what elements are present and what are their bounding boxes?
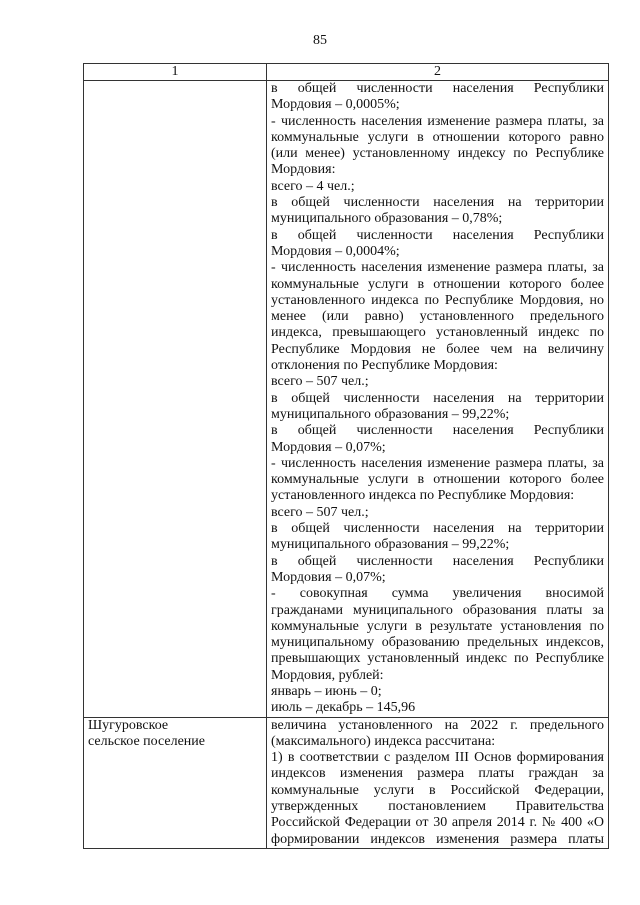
text-line: муниципального образования – 99,22%; — [271, 406, 510, 422]
text-line: Российской Федерации от 30 апреля 2014 г. № 400 «О — [271, 815, 604, 831]
column-header-1: 1 — [84, 64, 267, 81]
text-line: Республике Мордовия не более чем на величину — [271, 341, 604, 357]
table-row — [84, 717, 609, 848]
text-line: Мордовия, рублей: — [271, 667, 384, 683]
text-line: формировании индексов изменения размера платы — [271, 831, 604, 847]
text-line: установленного индекса по Республике Мордовия, но — [271, 292, 604, 308]
text-line: индекса, превышающего установленный индекс по — [271, 325, 604, 341]
text-line: - численность населения изменение размера платы, за — [271, 260, 604, 276]
text-line: коммунальные услуги в отношении которого равно — [271, 129, 604, 145]
text-line: величина установленного на 2022 г. предельного — [271, 717, 604, 733]
column-header-2: 2 — [267, 64, 609, 81]
text-line: июль – декабрь – 145,96 — [271, 700, 416, 716]
text-line: гражданами муниципального образования платы за — [271, 602, 604, 618]
text-line: в общей численности населения Республики — [271, 423, 604, 439]
text-line: превышающих установленный индекс по Республике — [271, 651, 604, 667]
page-number: 85 — [313, 33, 327, 48]
text-line: в общей численности населения Республики — [271, 227, 604, 243]
text-line: коммунальные услуги в отношении которого более — [271, 276, 604, 292]
table-row — [84, 81, 609, 718]
text-line: (или менее) установленному индексу по Республике — [271, 146, 604, 162]
text-line: январь – июнь – 0; — [271, 683, 382, 699]
text-line: всего – 4 чел.; — [271, 178, 355, 194]
text-line: индексов изменения размера платы граждан за — [271, 766, 604, 782]
settlement-name: Шугуровское — [88, 717, 169, 733]
text-line: Мордовия – 0,0005%; — [271, 97, 400, 113]
text-line: муниципального образования – 99,22%; — [271, 537, 510, 553]
text-line: в общей численности населения Республики — [271, 81, 604, 96]
text-line: в общей численности населения Республики — [271, 553, 604, 569]
row-label-cell — [84, 81, 267, 718]
text-line: всего – 507 чел.; — [271, 504, 369, 520]
text-line: коммунальные услуги в отношении которого более — [271, 472, 604, 488]
text-line: муниципальному образованию предельных индексов, — [271, 635, 604, 651]
text-line: (максимального) индекса рассчитана: — [271, 733, 496, 749]
settlement-type: сельское поселение — [88, 733, 205, 749]
document-table — [83, 63, 609, 849]
text-line: менее (или равно) установленного предельного — [271, 309, 604, 325]
text-line: установленного индекса по Республике Мордовия: — [271, 488, 575, 504]
text-line: Мордовия – 0,0004%; — [271, 243, 400, 259]
text-line: - совокупная сумма увеличения вносимой — [271, 586, 604, 602]
text-line: Мордовия – 0,07%; — [271, 569, 386, 585]
table-header-row — [84, 64, 609, 81]
text-line: в общей численности населения на территории — [271, 521, 604, 537]
text-line: в общей численности населения на территории — [271, 195, 604, 211]
text-line: всего – 507 чел.; — [271, 374, 369, 390]
row-text-cell — [267, 717, 609, 848]
text-line: отклонения по Республике Мордовия: — [271, 358, 498, 374]
text-line: - численность населения изменение размера платы, за — [271, 113, 604, 129]
text-line: - численность населения изменение размера платы, за — [271, 455, 604, 471]
row-text-cell — [267, 81, 609, 718]
text-line: 1) в соответствии с разделом III Основ формирования — [271, 750, 604, 766]
text-line: муниципального образования – 0,78%; — [271, 211, 503, 227]
text-line: в общей численности населения на территории — [271, 390, 604, 406]
text-line: коммунальные услуги в Российской Федерации, — [271, 782, 604, 798]
row-label-cell — [84, 717, 267, 848]
text-line: утвержденных постановлением Правительства — [271, 799, 604, 815]
text-line: Мордовия – 0,07%; — [271, 439, 386, 455]
text-line: Мордовия: — [271, 162, 336, 178]
text-line: коммунальные услуги в результате установления по — [271, 618, 604, 634]
